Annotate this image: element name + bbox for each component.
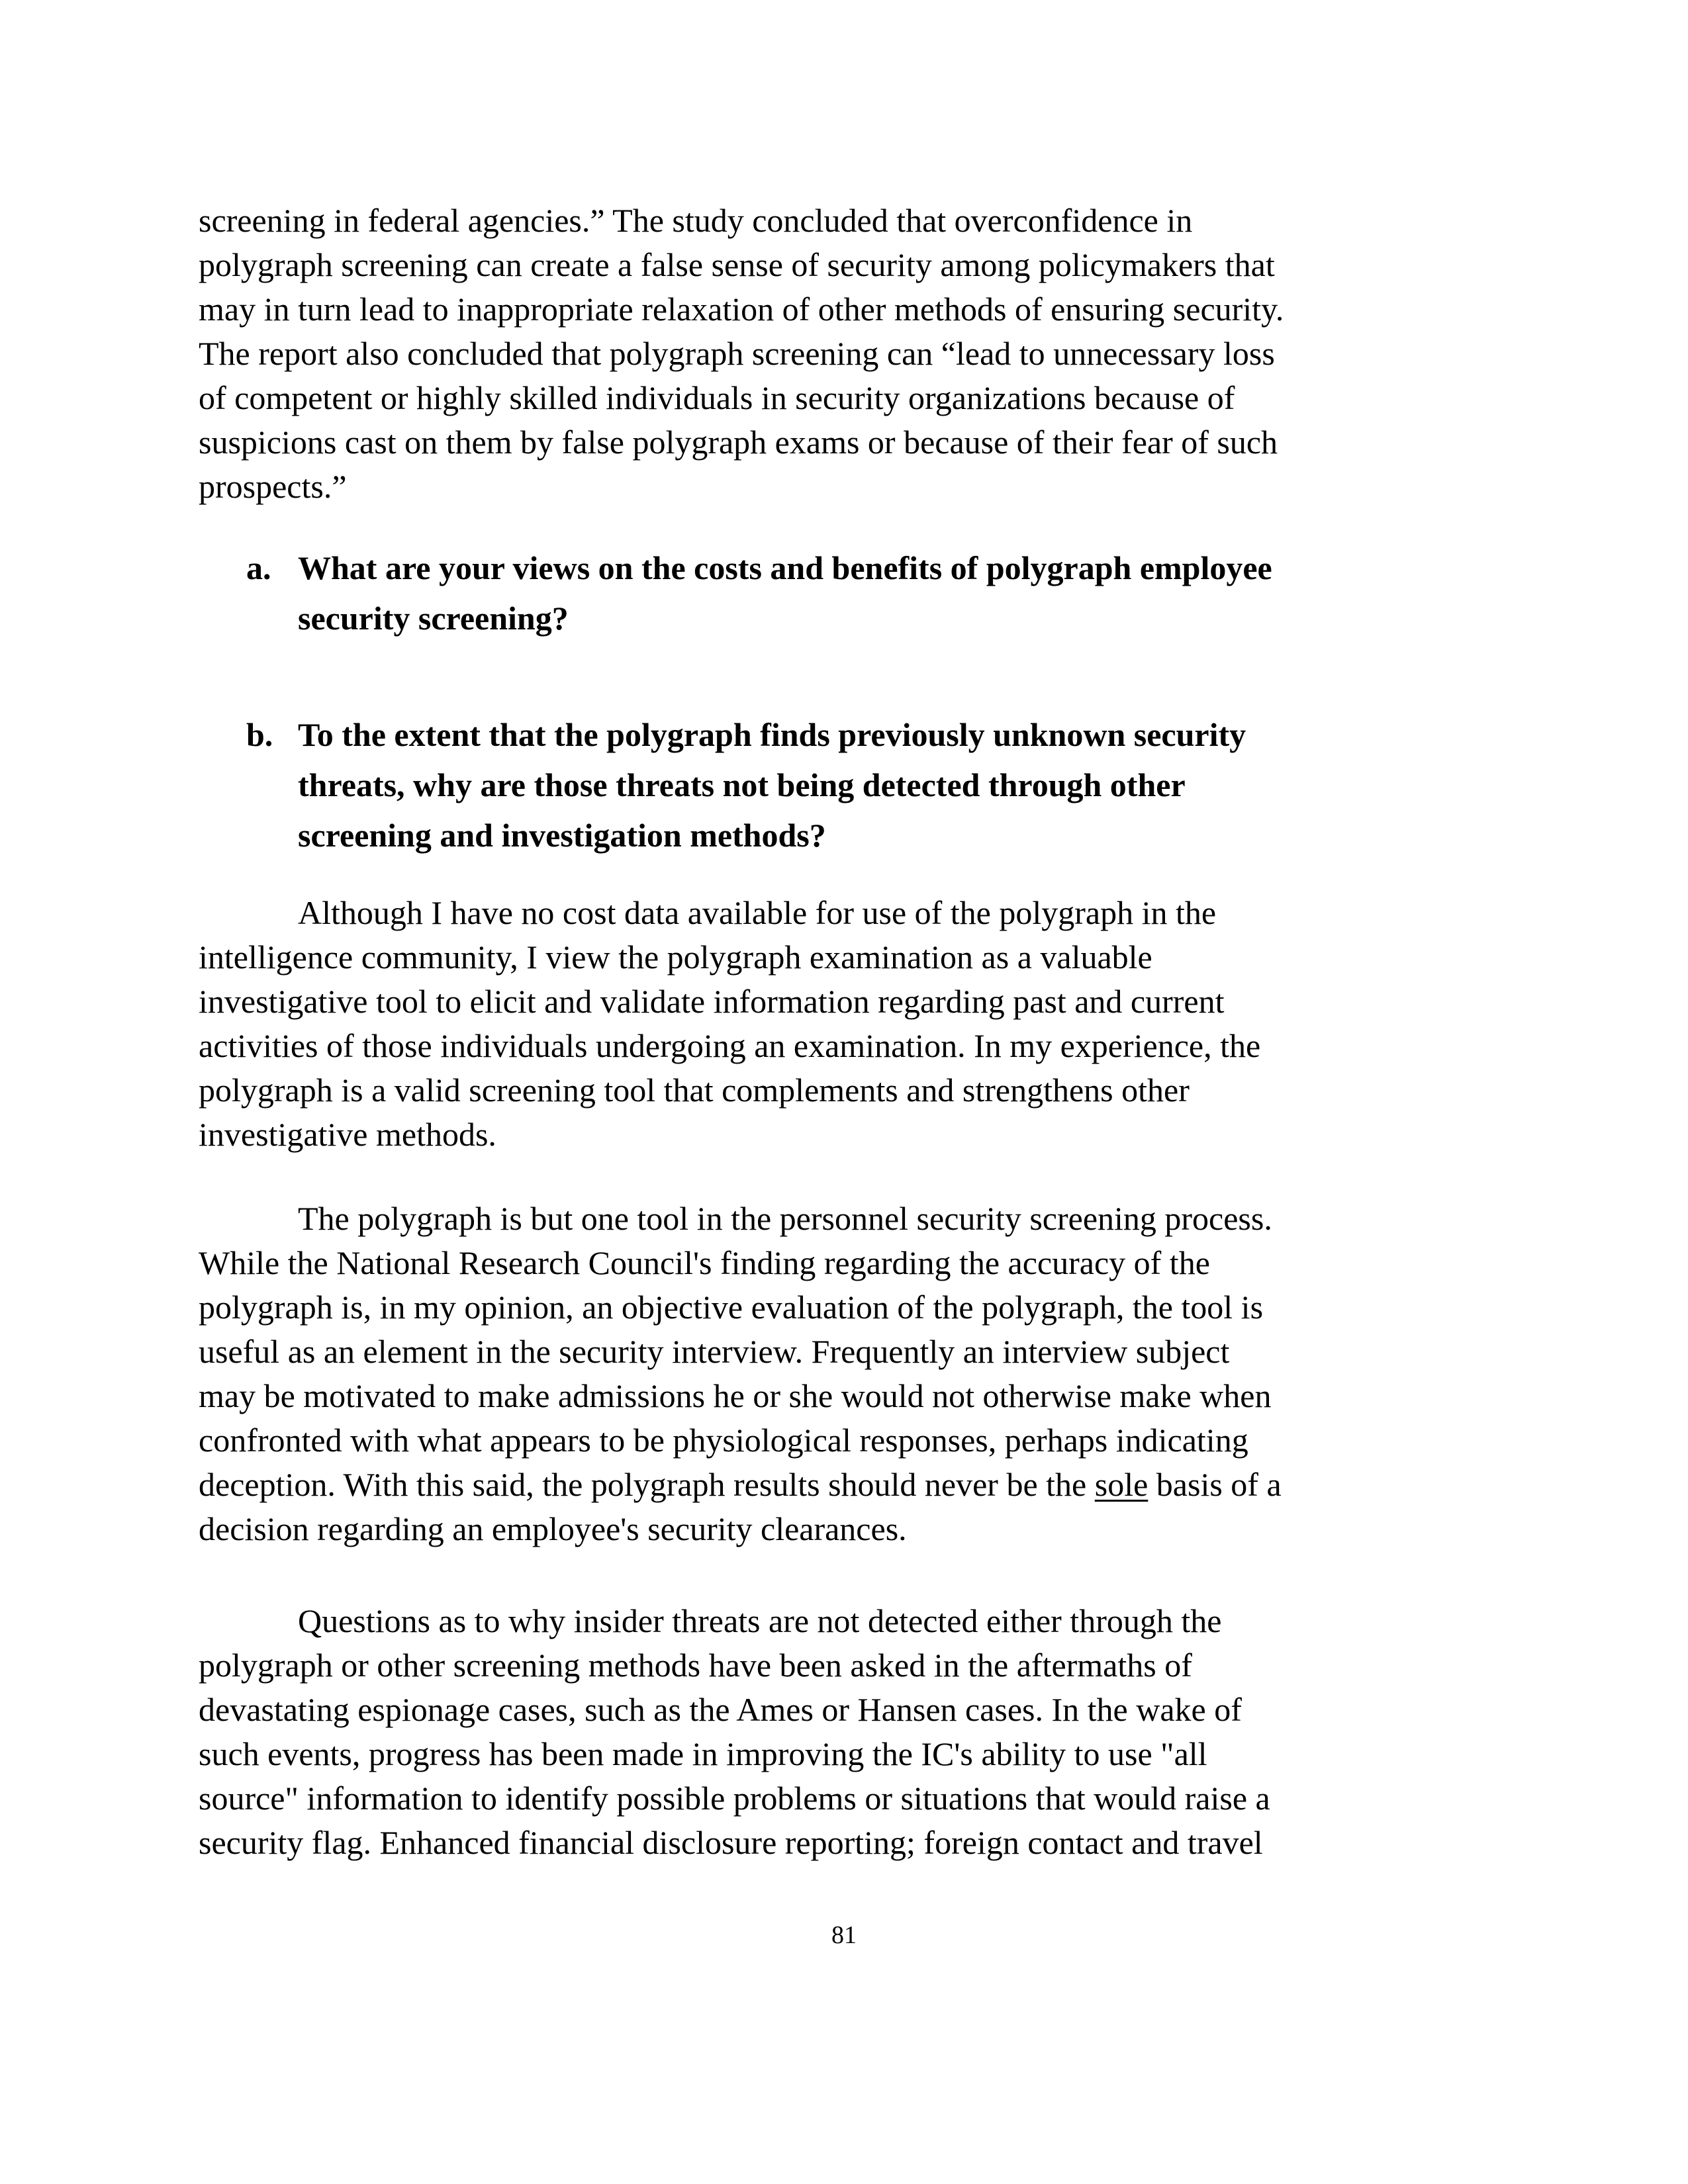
text-line: suspicions cast on them by false polygraph exams or because of their fear of such: [199, 424, 1278, 461]
question-line: [199, 810, 1476, 860]
text-line: source" information to identify possible problems or situations that would raise a: [199, 1780, 1270, 1817]
question-a: [199, 543, 1476, 643]
question-b: [199, 709, 1476, 860]
text-line: confronted with what appears to be physiological responses, perhaps indicating: [199, 1422, 1248, 1459]
text-line: of competent or highly skilled individuals in security organizations because of: [199, 379, 1235, 416]
question-text: security screening?: [298, 600, 569, 637]
text-fragment: basis of a: [1148, 1466, 1282, 1503]
text-line: decision regarding an employee's security clearances.: [199, 1510, 907, 1547]
text-line: screening in federal agencies.” The study concluded that overconfidence in: [199, 202, 1193, 239]
answer-paragraph-2: [199, 1197, 1282, 1551]
text-line: security flag. Enhanced financial disclosure reporting; foreign contact and travel: [199, 1824, 1263, 1861]
intro-paragraph: [199, 199, 1284, 509]
text-line: may be motivated to make admissions he or she would not otherwise make when: [199, 1377, 1272, 1414]
question-line: [199, 543, 1476, 593]
question-text: To the extent that the polygraph finds previously unknown security: [298, 716, 1246, 753]
text-line: polygraph is, in my opinion, an objective evaluation of the polygraph, the tool is: [199, 1289, 1264, 1326]
text-line: investigative tool to elicit and validate information regarding past and current: [199, 983, 1225, 1020]
text-line: polygraph or other screening methods have been asked in the aftermaths of: [199, 1647, 1192, 1684]
answer-paragraph-1: [199, 891, 1260, 1157]
text-line: The report also concluded that polygraph screening can “lead to unnecessary loss: [199, 335, 1275, 372]
text-line: polygraph screening can create a false sense of security among policymakers that: [199, 246, 1275, 283]
text-line: devastating espionage cases, such as the Ames or Hansen cases. In the wake of: [199, 1691, 1242, 1728]
text-line: [199, 1463, 1282, 1507]
page-number: 81: [831, 1921, 857, 1949]
text-line: polygraph is a valid screening tool that complements and strengthens other: [199, 1071, 1190, 1109]
question-label: a.: [246, 549, 271, 586]
text-line: investigative methods.: [199, 1116, 496, 1153]
text-line: prospects.”: [199, 468, 347, 505]
text-line: may in turn lead to inappropriate relaxation of other methods of ensuring security.: [199, 291, 1284, 328]
text-line: intelligence community, I view the polygraph examination as a valuable: [199, 938, 1152, 976]
question-line: [199, 593, 1476, 643]
emphasis-underlined-word: sole: [1094, 1466, 1149, 1503]
question-label: b.: [246, 716, 273, 753]
text-line: While the National Research Council's finding regarding the accuracy of the: [199, 1244, 1210, 1281]
text-line: Questions as to why insider threats are not detected either through the: [298, 1602, 1222, 1639]
answer-paragraph-3: [199, 1599, 1270, 1865]
text-line: activities of those individuals undergoing an examination. In my experience, the: [199, 1027, 1261, 1064]
text-line: Although I have no cost data available for use of the polygraph in the: [298, 894, 1217, 931]
text-line: The polygraph is but one tool in the personnel security screening process.: [298, 1200, 1272, 1237]
question-text: What are your views on the costs and benefits of polygraph employee: [298, 549, 1272, 586]
text-fragment: deception. With this said, the polygraph results should never be the: [199, 1466, 1095, 1503]
text-line: such events, progress has been made in improving the IC's ability to use "all: [199, 1735, 1207, 1772]
question-text: screening and investigation methods?: [298, 817, 826, 854]
question-text: threats, why are those threats not being detected through other: [298, 766, 1186, 803]
question-line: [199, 709, 1476, 760]
text-line: useful as an element in the security interview. Frequently an interview subject: [199, 1333, 1230, 1370]
question-line: [199, 760, 1476, 810]
